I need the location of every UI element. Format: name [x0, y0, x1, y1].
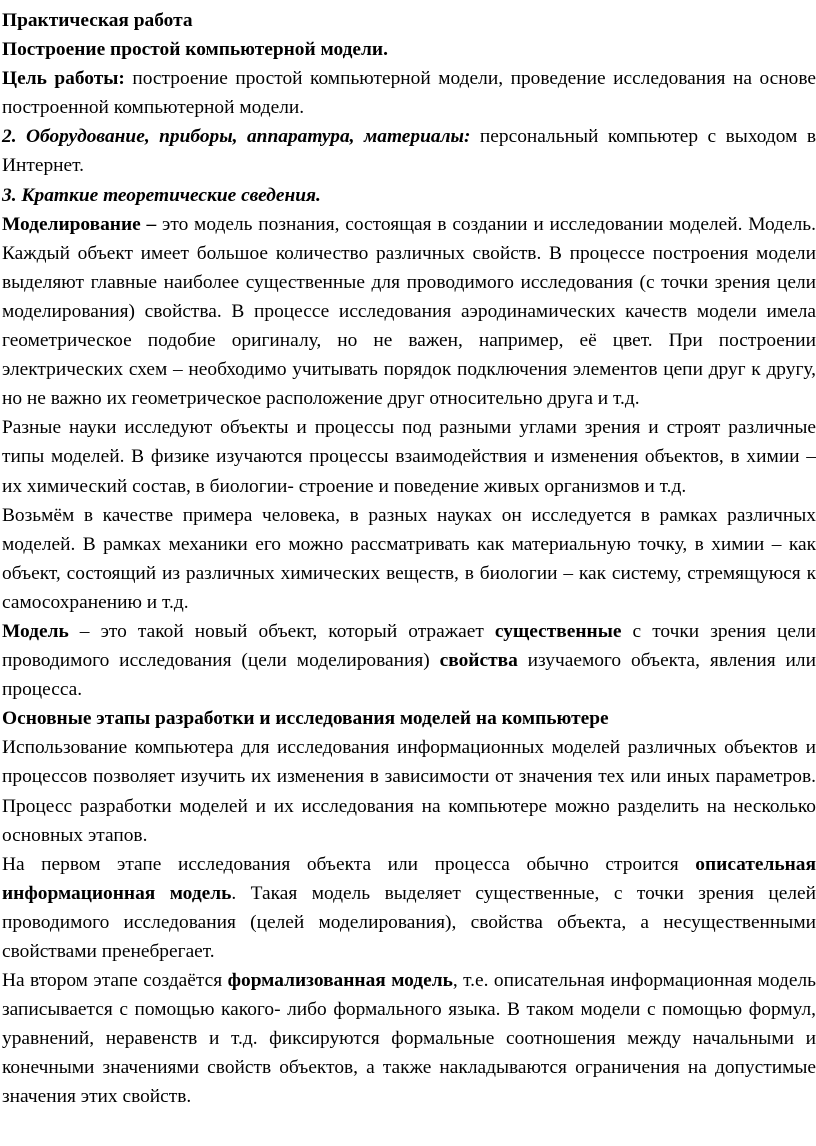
model-text-3: изучаемого объекта, явления или процесса. [2, 650, 816, 701]
doc-title-line1: Практическая работа [2, 10, 193, 31]
equipment-text: персональный компьютер с выходом в Интернет. [2, 126, 816, 177]
stage1-text-1: На первом этапе исследования объекта или процесса обычно строится [2, 853, 696, 875]
modeling-term: Моделирование – [2, 213, 157, 235]
stage2-text-2: , т.е. описательная информационная модель записывается с помощью какого- либо формального языка. В таком модели с помощью формул, уравнений, неравенств и т.д. фиксируются формальные соотношения между начальными и конечными значениями свойств объектов, а также накладываются ограничения на допустимые значения этих свойств. [2, 970, 816, 1108]
model-term: Модель [2, 620, 69, 642]
equipment-paragraph [2, 122, 816, 180]
goal-text: построение простой компьютерной модели, проведение исследования на основе построенной компьютерной модели. [2, 68, 816, 119]
model-text-2: с точки зрения цели проводимого исследования (цели моделирования) [2, 620, 816, 672]
model-text-1: – это такой новый объект, который отражает [68, 620, 495, 642]
sciences-paragraph: Разные науки исследуют объекты и процессы под разными углами зрения и строят различные типы моделей. В физике изучаются процессы взаимодействия и изменения объектов, в химии – их химический состав, в биологии- строение и поведение живых организмов и т.д. [2, 417, 816, 497]
modeling-paragraph [2, 210, 816, 414]
stage2-bold: формализованная модель [227, 970, 453, 992]
human-paragraph: Возьмём в качестве примера человека, в разных науках он исследуется в рамках различных моделей. В рамках механики его можно рассматривать как материальную точку, в химии – как объект, состоящий из различных химических веществ, в биологии – как систему, стремящуюся к самосохранению и т.д. [2, 504, 816, 613]
goal-label: Цель работы: [2, 68, 125, 90]
theory-heading: 3. Краткие теоретические сведения. [2, 184, 321, 206]
stage1-paragraph [2, 850, 816, 966]
stage1-bold: описательная информационная модель [2, 853, 816, 904]
doc-title-line2: Построение простой компьютерной модели. [2, 39, 388, 61]
model-bold-2: свойства [439, 650, 518, 672]
model-definition-paragraph [2, 617, 816, 704]
computer-paragraph: Использование компьютера для исследования информационных моделей различных объектов и процессов позволяет изучить их изменения в зависимости от значения тех или иных параметров. Процесс разработки моделей и их исследования на компьютере можно разделить на несколько основных этапов. [2, 737, 816, 846]
stage2-text-1: На втором этапе создаётся [2, 970, 228, 992]
stages-heading: Основные этапы разработки и исследования моделей на компьютере [2, 708, 609, 730]
equipment-label: 2. Оборудование, приборы, аппаратура, материалы: [2, 126, 471, 148]
stage2-paragraph [2, 966, 816, 1111]
modeling-text: это модель познания, состоящая в создании и исследовании моделей. Модель. Каждый объект имеет большое количество различных свойств. В процессе построения модели выделяют главные наиболее существенные для проводимого исследования (с точки зрения цели моделирования) свойства. В процессе исследования аэродинамических качеств модели имела геометрическое подобие оригиналу, но не важен, например, её цвет. При построении электрических схем – необходимо учитывать порядок подключения элементов цепи друг к другу, но не важно их геометрическое расположение друг относительно друга и т.д. [2, 213, 816, 410]
stage1-text-2: . Такая модель выделяет существенные, с точки зрения целей проводимого исследования (целей моделирования), свойства объекта, а несущественными свойствами пренебрегает. [2, 882, 816, 962]
goal-paragraph [2, 64, 816, 122]
model-bold-1: существенные [494, 620, 622, 642]
